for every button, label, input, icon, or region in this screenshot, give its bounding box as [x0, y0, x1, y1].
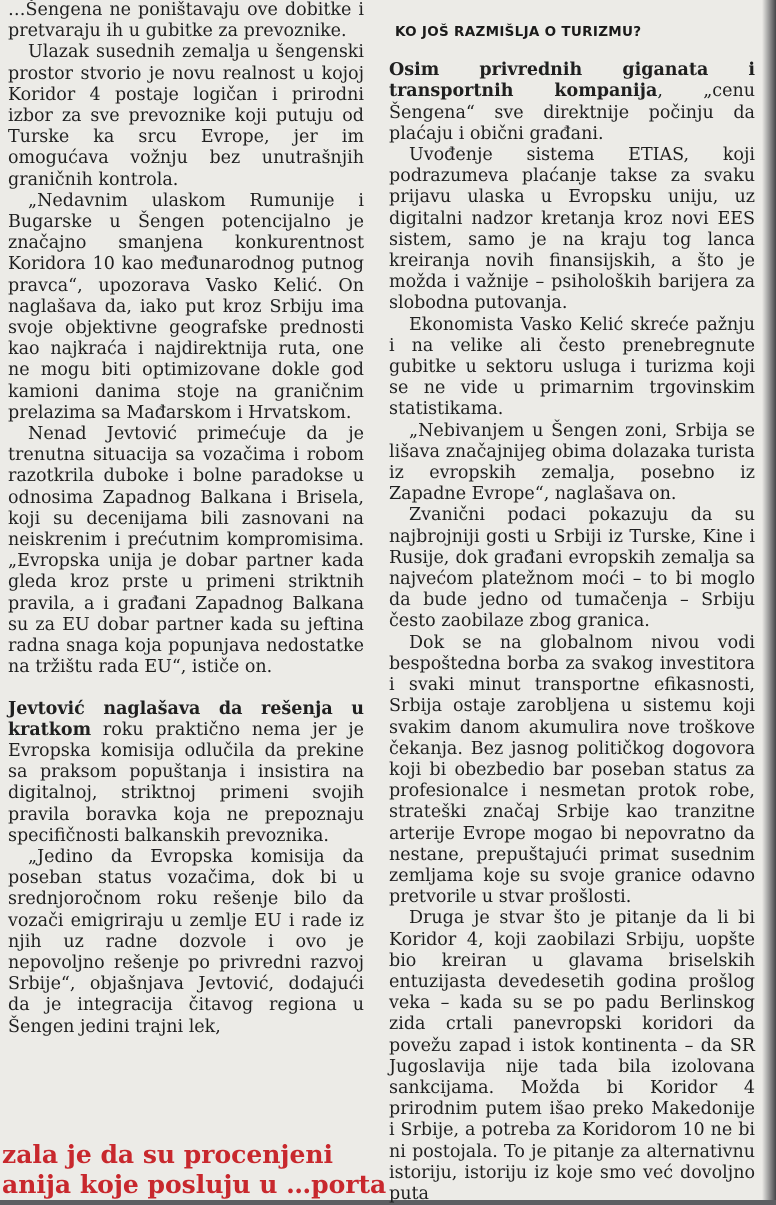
pull-quote-line: anija koje posluju u …porta [2, 1170, 387, 1199]
paragraph: Dok se na globalnom nivou vodi bespoštedna borba za svakog investitora i svaki minut transportne efikasnosti, Srbija ostaje zarobljena u sistemu koji svakim danom akumulira nove troškove čekanja. Bez jasnog političkog dogovora koji bi obezbedio bar poseban status za profesionalce i nesmetan protok robe, strateški značaj Srbije kao tranzitne arterije Evrope mogao bi nepovratno da nestane, prepuštajući primat susednim zemljama koje su svoje granice odavno pretvorile u stvar prošlosti. [389, 632, 755, 908]
pull-quote [0, 1140, 387, 1200]
paragraph: Ekonomista Vasko Kelić skreće pažnju i na velike ali često prenebregnute gubitke u sektoru usluga i turizma koji se ne vide u primarnim trgovinskim statistikama. [389, 314, 755, 420]
paragraph: Druga je stvar što je pitanje da li bi Koridor 4, koji zaobilazi Srbiju, uopšte bio kreiran u glavama briselskih entuzijasta devedesetih godina prošlog veka – kada su se po padu Berlinskog zida crtali panevropski koridori da povežu zapad i istok kontinenta – da SR Jugoslavija nije tada bila izolovana sankcijama. Možda bi Koridor 4 prirodnim putem išao preko Makedonije i Srbije, a potreba za Koridorom 10 ne bi ni postojala. To je pitanje za alternativnu istoriju, istoriju iz koje smo već dovoljno puta [389, 908, 755, 1204]
paragraph-lead: Jevtović naglašava da rešenja u kratkom [8, 698, 364, 740]
paragraph-text: , „cenu Šengena“ sve direktnije počinju da plaćaju i obični građani. [389, 81, 755, 144]
section-heading: KO JOŠ RAZMIŠLJA O TURIZMU? [395, 24, 642, 40]
right-article-column [389, 0, 755, 1205]
paragraph: „Nebivanjem u Šengen zoni, Srbija se lišava značajnijeg obima dolazaka turista iz evropskih zemalja, posebno iz Zapadne Evrope“, naglašava on. [389, 420, 755, 505]
paragraph: Zvanični podaci pokazuju da su najbrojniji gosti u Srbiji iz Turske, Kine i Rusije, dok građani evropskih zemalja sa najvećom platežnom moći – to bi moglo da bude jedno od tumačenja – Srbiju često zaobilaze zbog granica. [389, 505, 755, 632]
pull-quote-line: zala je da su procenjeni [2, 1140, 334, 1169]
paragraph: Uvođenje sistema ETIAS, koji podrazumeva plaćanje takse za svaku prijavu ulaska u Evropsku uniju, uz digitalni nadzor kretanja kroz novi EES sistem, samo je na kraju tog lanca kreiranja novih finansijskih, a što je možda i važnije – psiholoških barijera za slobodna putovanja. [389, 145, 755, 314]
paragraph-with-lead [389, 60, 755, 145]
paragraph-text: roku praktično nema jer je Evropska komisija odlučila da prekine sa praksom popuštanja i insistira na digitalnoj, striktnoj primeni svojih pravila boravka koja ne prepoznaju specifičnosti balkanskih prevoznika. [8, 719, 364, 846]
paragraph-with-lead [8, 699, 364, 847]
left-article-column [8, 0, 364, 1038]
paragraph: „Jedino da Evropska komisija da poseban status vozačima, dok bi u srednjoročnom roku rešenje bilo da vozači emigriraju u zemlje EU i rade iz njih uz radne dozvole i ovo je nepovoljno rešenje po privredni razvoj Srbije“, objašnjava Jevtović, dodajući da je integracija čitavog regiona u Šengen jedini trajni lek, [8, 846, 364, 1037]
paragraph: „Nedavnim ulaskom Rumunije i Bugarske u Šengen potencijalno je značajno smanjena konkurentnost Koridora 10 kao međunarodnog putnog pravca“, upozorava Vasko Kelić. On naglašava da, iako put kroz Srbiju ima svoje objektivne geografske prednosti kao najkraća i najdirektnija ruta, one ne mogu biti optimizovane dokle god kamioni danima stoje na graničnim prelazima sa Mađarskom i Hrvatskom. [8, 190, 364, 423]
paragraph: Nenad Jevtović primećuje da je trenutna situacija sa vozačima i robom razotkrila duboke i bolne paradokse u odnosima Zapadnog Balkana i Brisela, koji su decenijama bili zasnovani na neiskrenim i prećutnim kompromisima. „Evropska unija je dobar partner kada gleda kroz prste u primeni striktnih pravila, a i građani Zapadnog Balkana su za EU dobar partner kada su jeftina radna snaga koja popunjava nedostatke na tržištu rada EU“, ističe on. [8, 424, 364, 678]
paragraph: Ulazak susednih zemalja u šengenski prostor stvorio je novu realnost u kojoj Koridor 4 postaje logičan i prirodni izbor za sve prevoznike koji putuju od Turske ka srcu Evrope, jer im omogućava vožnju bez unutrašnjih graničnih kontrola. [8, 42, 364, 190]
paragraph: …Šengena ne poništavaju ove dobitke i pretvaraju ih u gubitke za prevoznike. [8, 0, 364, 42]
page-edge-shadow [762, 0, 776, 1200]
paragraph-lead: Osim privrednih giganata i transportnih kompanija [389, 60, 755, 102]
